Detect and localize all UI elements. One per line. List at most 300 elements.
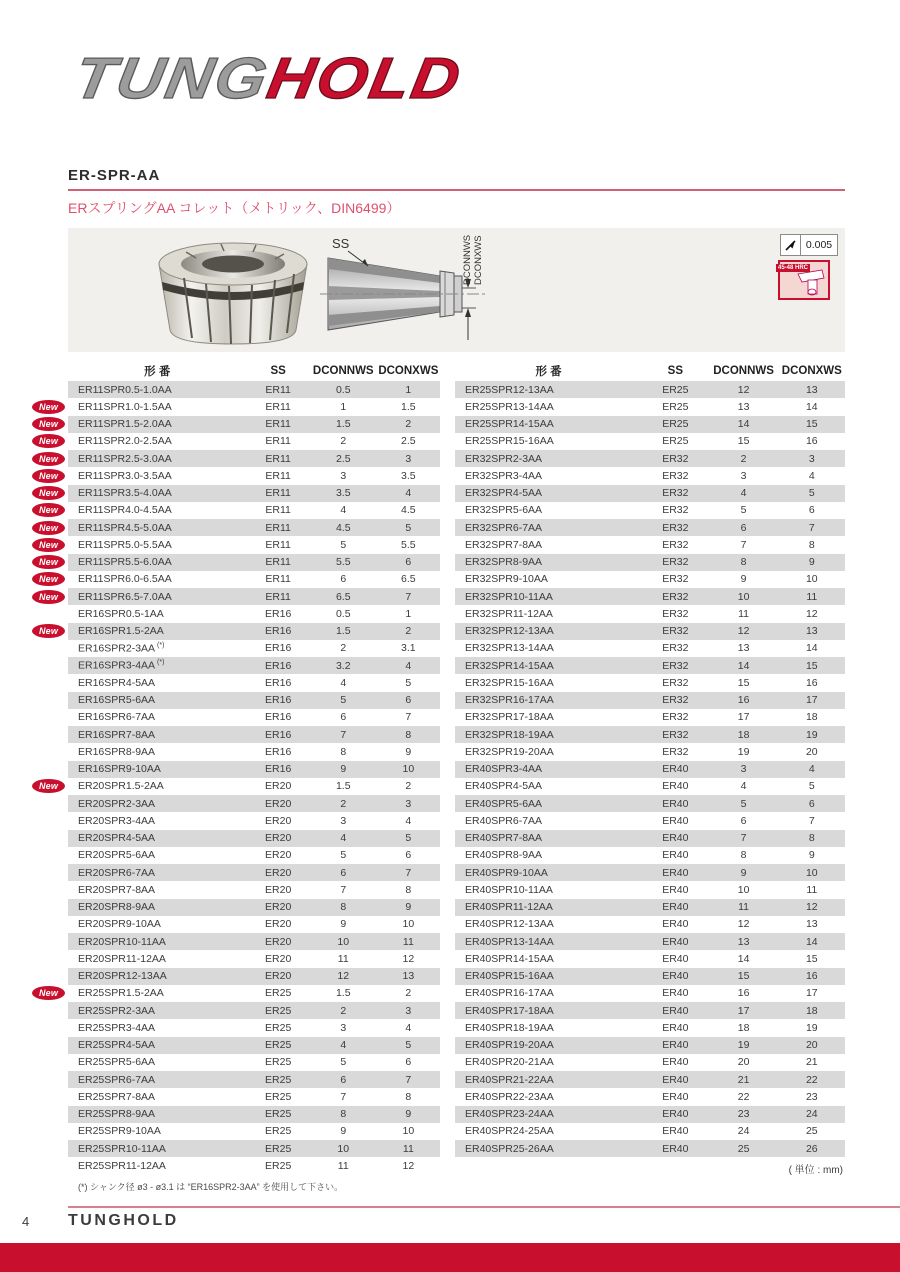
model-cell: ER32SPR4-5AA	[465, 487, 543, 500]
table-row	[68, 640, 440, 657]
dconxws-cell: 15	[805, 659, 818, 672]
table-row	[68, 1019, 440, 1036]
dconxws-cell: 16	[805, 970, 818, 983]
ss-cell: ER11	[265, 383, 291, 396]
table-row	[455, 847, 845, 864]
model-cell: ER20SPR2-3AA	[78, 797, 156, 810]
dconxws-cell: 4.5	[401, 504, 416, 517]
dconnws-cell: 20	[737, 1056, 750, 1069]
table-row	[68, 1157, 440, 1174]
dconxws-cell: 20	[805, 745, 818, 758]
model-cell: ER16SPR7-8AA	[78, 728, 156, 741]
table-row	[68, 864, 440, 881]
dconnws-cell: 8	[740, 849, 747, 862]
hardness-sketch	[792, 268, 826, 298]
logo-text-gray: TUNG	[69, 46, 274, 111]
dconxws-cell: 2	[405, 418, 412, 431]
model-cell: ER11SPR5.5-6.0AA	[78, 556, 172, 569]
ss-cell: ER20	[265, 952, 292, 965]
model-cell: ER16SPR6-7AA	[78, 711, 156, 724]
model-cell: ER40SPR20-21AA	[465, 1056, 554, 1069]
dconxws-cell: 18	[805, 711, 818, 724]
dconxws-cell: 11	[402, 935, 414, 948]
dconxws-cell: 10	[805, 573, 818, 586]
dconxws-cell: 7	[808, 521, 815, 534]
dconnws-cell: 6	[340, 866, 347, 879]
ss-cell: ER40	[662, 780, 689, 793]
ss-cell: ER32	[662, 556, 689, 569]
dconxws-cell: 19	[805, 728, 818, 741]
dconnws-cell: 14	[737, 418, 750, 431]
model-cell: ER32SPR9-10AA	[465, 573, 548, 586]
model-cell: ER40SPR5-6AA	[465, 797, 543, 810]
dconnws-cell: 15	[737, 435, 750, 448]
model-cell: ER32SPR6-7AA	[465, 521, 543, 534]
ss-cell: ER32	[662, 521, 689, 534]
table-row	[455, 623, 845, 640]
dconnws-cell: 3	[340, 1021, 347, 1034]
dconxws-cell: 3	[405, 452, 412, 465]
dconxws-cell: 15	[805, 418, 818, 431]
model-cell: ER40SPR24-25AA	[465, 1125, 554, 1138]
new-badge: New	[32, 779, 65, 793]
footer-rule	[68, 1206, 900, 1208]
dconnws-cell: 1.5	[335, 987, 351, 1000]
model-cell: ER25SPR4-5AA	[78, 1039, 156, 1052]
ss-cell: ER11	[265, 400, 291, 413]
dconnws-cell: 13	[737, 935, 750, 948]
model-cell: ER25SPR12-13AA	[465, 383, 554, 396]
dconnws-cell: 11	[337, 1159, 349, 1172]
dconxws-cell: 4	[405, 487, 412, 500]
model-cell: ER20SPR5-6AA	[78, 849, 156, 862]
dconnws-dim-label: DCONNWS	[462, 234, 473, 285]
table-row	[68, 726, 440, 743]
table-row	[455, 416, 845, 433]
table-row	[68, 1054, 440, 1071]
ss-cell: ER20	[265, 797, 292, 810]
ss-cell: ER32	[662, 452, 689, 465]
model-cell: ER11SPR1.5-2.0AA	[78, 418, 172, 431]
dconxws-cell: 3.5	[401, 469, 416, 482]
dconxws-cell: 5	[405, 1039, 412, 1052]
table-row	[455, 1037, 845, 1054]
model-cell: ER40SPR22-23AA	[465, 1090, 554, 1103]
dconnws-cell: 14	[737, 659, 750, 672]
dconxws-cell: 8	[405, 1090, 412, 1103]
product-figure-panel	[68, 228, 845, 352]
ss-cell: ER16	[265, 625, 292, 638]
model-cell: ER32SPR2-3AA	[465, 452, 543, 465]
table-row	[68, 1071, 440, 1088]
runout-tolerance-badge	[780, 234, 838, 256]
model-cell: ER32SPR19-20AA	[465, 745, 554, 758]
model-cell: ER40SPR19-20AA	[465, 1039, 554, 1052]
dconxws-cell: 15	[805, 952, 818, 965]
dconxws-cell: 10	[402, 1125, 415, 1138]
dconnws-cell: 2	[740, 452, 747, 465]
dconnws-cell: 6	[340, 711, 347, 724]
dconnws-cell: 6	[340, 573, 347, 586]
model-cell: ER32SPR15-16AA	[465, 676, 554, 689]
table-row	[68, 795, 440, 812]
dconxws-cell: 1.5	[401, 400, 416, 413]
table-row	[455, 674, 845, 691]
ss-cell: ER16	[265, 728, 292, 741]
dconxws-cell: 6	[405, 556, 412, 569]
table-row	[38, 985, 440, 1002]
dconnws-cell: 14	[737, 952, 750, 965]
dconxws-cell: 8	[405, 883, 412, 896]
dconnws-cell: 12	[737, 918, 750, 931]
model-cell: ER16SPR4-5AA	[78, 676, 156, 689]
dconnws-cell: 5	[340, 1056, 347, 1069]
dconxws-cell: 6	[808, 504, 815, 517]
ss-cell: ER16	[265, 607, 292, 620]
model-cell: ER16SPR0.5-1AA	[78, 607, 164, 620]
section-title: ER-SPR-AA	[68, 167, 161, 184]
dconnws-cell: 15	[737, 970, 750, 983]
ss-cell: ER25	[265, 1004, 292, 1017]
model-cell: ER40SPR18-19AA	[465, 1021, 554, 1034]
ss-cell: ER16	[265, 711, 292, 724]
dconxws-cell: 19	[805, 1021, 818, 1034]
model-cell: ER25SPR3-4AA	[78, 1021, 156, 1034]
dconnws-cell: 5.5	[335, 556, 351, 569]
dconxws-cell: 6	[405, 1056, 412, 1069]
new-badge: New	[32, 400, 65, 414]
dconxws-cell: 14	[805, 400, 818, 413]
dconnws-cell: 12	[737, 383, 750, 396]
dconxws-cell: 4	[405, 1021, 412, 1034]
model-cell: ER32SPR18-19AA	[465, 728, 554, 741]
dconxws-cell: 13	[805, 918, 818, 931]
table-row	[455, 1054, 845, 1071]
dconxws-cell: 9	[405, 901, 412, 914]
ss-cell: ER32	[662, 590, 689, 603]
model-cell: ER40SPR14-15AA	[465, 952, 554, 965]
ss-cell: ER32	[662, 642, 689, 655]
dconnws-cell: 2	[340, 642, 347, 655]
table-row	[38, 554, 440, 571]
ss-cell: ER11	[265, 487, 291, 500]
ss-cell: ER20	[265, 918, 292, 931]
table-row	[455, 1123, 845, 1140]
table-row	[455, 968, 845, 985]
ss-cell: ER25	[662, 418, 689, 431]
ss-cell: ER40	[662, 1021, 689, 1034]
dconnws-cell: 8	[740, 556, 747, 569]
ss-cell: ER40	[662, 1108, 689, 1121]
table-row	[455, 502, 845, 519]
ss-cell: ER40	[662, 763, 689, 776]
dconnws-cell: 19	[737, 1039, 750, 1052]
ss-cell: ER11	[265, 590, 291, 603]
spec-tables	[38, 360, 845, 1193]
table-row	[68, 761, 440, 778]
dconnws-cell: 2	[340, 1004, 347, 1017]
table-row	[455, 726, 845, 743]
model-cell: ER40SPR17-18AA	[465, 1004, 554, 1017]
dconxws-cell: 1	[405, 607, 412, 620]
table-row	[68, 381, 440, 398]
model-cell: ER32SPR5-6AA	[465, 504, 543, 517]
table-row	[68, 1002, 440, 1019]
table-row	[68, 674, 440, 691]
dconxws-cell: 16	[805, 676, 818, 689]
model-cell: ER11SPR4.5-5.0AA	[78, 521, 172, 534]
table-row	[455, 1002, 845, 1019]
model-cell: ER40SPR15-16AA	[465, 970, 554, 983]
dconnws-cell: 3	[340, 469, 347, 482]
dconnws-cell: 0.5	[335, 383, 351, 396]
ss-cell: ER40	[662, 935, 689, 948]
model-cell: ER11SPR2.0-2.5AA	[78, 435, 172, 448]
dconnws-cell: 8	[340, 745, 347, 758]
table-row	[455, 761, 845, 778]
collet-photo	[126, 230, 341, 352]
dconnws-cell: 10	[337, 1142, 350, 1155]
ss-cell: ER32	[662, 659, 689, 672]
column-header: DCONXWS	[781, 364, 842, 377]
ss-cell: ER40	[662, 1056, 689, 1069]
dconnws-cell: 13	[737, 400, 750, 413]
dconnws-cell: 7	[340, 728, 347, 741]
dconnws-cell: 3.5	[335, 487, 351, 500]
model-cell: ER11SPR6.0-6.5AA	[78, 573, 172, 586]
model-cell: ER25SPR10-11AA	[78, 1142, 166, 1155]
table-row	[38, 467, 440, 484]
model-cell: ER20SPR10-11AA	[78, 935, 166, 948]
ss-cell: ER25	[265, 1039, 292, 1052]
ss-cell: ER40	[662, 883, 689, 896]
dconxws-cell: 14	[805, 642, 818, 655]
table-row	[455, 519, 845, 536]
table-row	[455, 467, 845, 484]
dconxws-cell: 2	[405, 625, 412, 638]
table-row	[455, 1106, 845, 1123]
dconnws-cell: 5	[340, 694, 347, 707]
ss-cell: ER11	[265, 435, 291, 448]
dconnws-cell: 2	[340, 435, 347, 448]
dconxws-cell: 10	[402, 763, 415, 776]
ss-cell: ER11	[265, 556, 291, 569]
dconxws-cell: 12	[402, 1159, 415, 1172]
model-cell: ER40SPR11-12AA	[465, 901, 553, 914]
model-cell: ER25SPR9-10AA	[78, 1125, 161, 1138]
table-row	[38, 778, 440, 795]
table-row	[68, 743, 440, 760]
dconnws-cell: 17	[737, 711, 750, 724]
model-cell: ER40SPR12-13AA	[465, 918, 554, 931]
ss-cell: ER25	[662, 400, 689, 413]
model-cell: ER11SPR5.0-5.5AA	[78, 538, 172, 551]
dconnws-cell: 16	[737, 987, 750, 1000]
dconxws-cell: 4	[808, 469, 815, 482]
ss-cell: ER32	[662, 607, 689, 620]
dconnws-cell: 1.5	[335, 625, 351, 638]
table-row	[38, 416, 440, 433]
dconxws-cell: 17	[805, 987, 818, 1000]
spec-table-right	[455, 360, 845, 1157]
ss-cell: ER16	[265, 659, 292, 672]
dconnws-cell: 10	[337, 935, 350, 948]
spec-table-left-column	[38, 360, 440, 1193]
dconxws-cell: 6	[405, 694, 412, 707]
table-row	[68, 709, 440, 726]
table-row	[68, 916, 440, 933]
table-row	[38, 398, 440, 415]
dconxws-cell: 18	[805, 1004, 818, 1017]
dconnws-cell: 6	[740, 521, 747, 534]
model-cell: ER40SPR13-14AA	[465, 935, 554, 948]
dconnws-cell: 2.5	[335, 452, 351, 465]
dconnws-cell: 3.2	[335, 659, 351, 672]
dconnws-cell: 4	[740, 780, 747, 793]
dconxws-cell: 5	[405, 521, 412, 534]
ss-cell: ER32	[662, 745, 689, 758]
table-row	[455, 605, 845, 622]
ss-cell: ER40	[662, 814, 689, 827]
ss-cell: ER25	[265, 1159, 292, 1172]
ss-cell: ER16	[265, 763, 292, 776]
model-cell: ER16SPR1.5-2AA	[78, 625, 164, 638]
dconnws-cell: 3	[740, 763, 747, 776]
dconxws-cell: 3	[808, 452, 815, 465]
model-cell: ER40SPR23-24AA	[465, 1108, 554, 1121]
dconxws-cell: 5	[405, 676, 412, 689]
model-cell: ER32SPR16-17AA	[465, 694, 554, 707]
dconnws-cell: 24	[737, 1125, 750, 1138]
model-cell: ER32SPR12-13AA	[465, 625, 554, 638]
table-row	[38, 485, 440, 502]
column-header: DCONNWS	[713, 364, 774, 377]
model-cell: ER16SPR8-9AA	[78, 745, 156, 758]
dconnws-cell: 8	[340, 901, 347, 914]
dconnws-cell: 18	[737, 728, 750, 741]
table-row	[38, 433, 440, 450]
dconnws-cell: 22	[737, 1090, 750, 1103]
model-cell: ER25SPR8-9AA	[78, 1108, 156, 1121]
dconxws-cell: 12	[805, 901, 818, 914]
model-cell: ER32SPR13-14AA	[465, 642, 554, 655]
dconnws-cell: 4	[740, 487, 747, 500]
model-cell: ER20SPR6-7AA	[78, 866, 156, 879]
dconnws-cell: 8	[340, 1108, 347, 1121]
table-row	[455, 795, 845, 812]
dconnws-cell: 11	[738, 607, 750, 620]
table-row	[38, 450, 440, 467]
ss-cell: ER40	[662, 918, 689, 931]
dconxws-cell: 9	[405, 1108, 412, 1121]
ss-cell: ER11	[265, 452, 291, 465]
dconnws-cell: 1.5	[335, 780, 351, 793]
ss-cell: ER20	[265, 935, 292, 948]
ss-cell: ER20	[265, 832, 292, 845]
ss-cell: ER32	[662, 487, 689, 500]
ss-cell: ER40	[662, 1142, 689, 1155]
model-cell: ER25SPR13-14AA	[465, 400, 554, 413]
table-row	[68, 968, 440, 985]
dconxws-cell: 12	[402, 952, 415, 965]
model-footnote-mark: (*)	[157, 659, 165, 667]
ss-cell: ER25	[265, 1142, 292, 1155]
ss-cell: ER32	[662, 676, 689, 689]
ss-cell: ER11	[265, 418, 291, 431]
hardness-value: 45-48 HRC	[778, 265, 809, 271]
dconxws-cell: 3	[405, 797, 412, 810]
dconxws-cell: 7	[405, 866, 412, 879]
ss-cell: ER16	[265, 745, 292, 758]
column-header: DCONNWS	[312, 364, 374, 377]
table-row	[68, 830, 440, 847]
table-row	[455, 588, 845, 605]
dconnws-cell: 23	[737, 1108, 750, 1121]
table-row	[455, 433, 845, 450]
new-badge: New	[32, 434, 65, 448]
model-cell: ER20SPR12-13AA	[78, 970, 167, 983]
model-cell: ER20SPR1.5-2AA	[78, 780, 164, 793]
ss-cell: ER40	[662, 849, 689, 862]
dconnws-cell: 1	[340, 400, 347, 413]
dconxws-cell: 11	[806, 590, 818, 603]
table-row	[68, 1037, 440, 1054]
dconxws-cell: 10	[402, 918, 415, 931]
ss-cell: ER25	[265, 1021, 292, 1034]
dconnws-cell: 3	[340, 814, 347, 827]
dconxws-cell: 26	[805, 1142, 818, 1155]
dconxws-cell: 7	[808, 814, 815, 827]
dconxws-cell: 7	[405, 590, 412, 603]
table-row	[455, 1019, 845, 1036]
new-badge: New	[32, 624, 65, 638]
dconnws-cell: 16	[737, 694, 750, 707]
model-cell: ER32SPR3-4AA	[465, 469, 543, 482]
dconnws-cell: 5	[740, 797, 747, 810]
ss-cell: ER40	[662, 1090, 689, 1103]
new-badge: New	[32, 417, 65, 431]
technical-drawing	[318, 228, 553, 352]
dconxws-cell: 11	[806, 883, 818, 896]
table-footnote: (*) シャンク径 ø3 - ø3.1 は “ER16SPR2-3AA” を使用して下さい。	[78, 1181, 344, 1192]
dconxws-cell: 5.5	[401, 538, 416, 551]
model-cell: ER25SPR6-7AA	[78, 1073, 156, 1086]
dconxws-cell: 17	[805, 694, 818, 707]
ss-cell: ER40	[662, 832, 689, 845]
table-row	[68, 605, 440, 622]
table-row	[68, 847, 440, 864]
dconxws-cell: 5	[808, 780, 815, 793]
ss-cell: ER32	[662, 573, 689, 586]
dconxws-cell: 24	[805, 1108, 818, 1121]
model-cell: ER11SPR0.5-1.0AA	[78, 383, 172, 396]
model-cell: ER11SPR6.5-7.0AA	[78, 590, 172, 603]
dconxws-cell: 11	[402, 1142, 414, 1155]
footer-red-bar	[0, 1243, 900, 1272]
dconnws-cell: 17	[737, 1004, 750, 1017]
new-badge: New	[32, 486, 65, 500]
table-row	[455, 381, 845, 398]
ss-cell: ER11	[265, 504, 291, 517]
dconnws-cell: 19	[737, 745, 750, 758]
dconnws-cell: 18	[737, 1021, 750, 1034]
dconnws-cell: 9	[340, 763, 347, 776]
dconxws-cell: 3.1	[401, 642, 416, 655]
model-cell: ER40SPR7-8AA	[465, 832, 543, 845]
table-row	[68, 692, 440, 709]
model-cell: ER40SPR10-11AA	[465, 883, 553, 896]
model-cell: ER11SPR3.5-4.0AA	[78, 487, 172, 500]
